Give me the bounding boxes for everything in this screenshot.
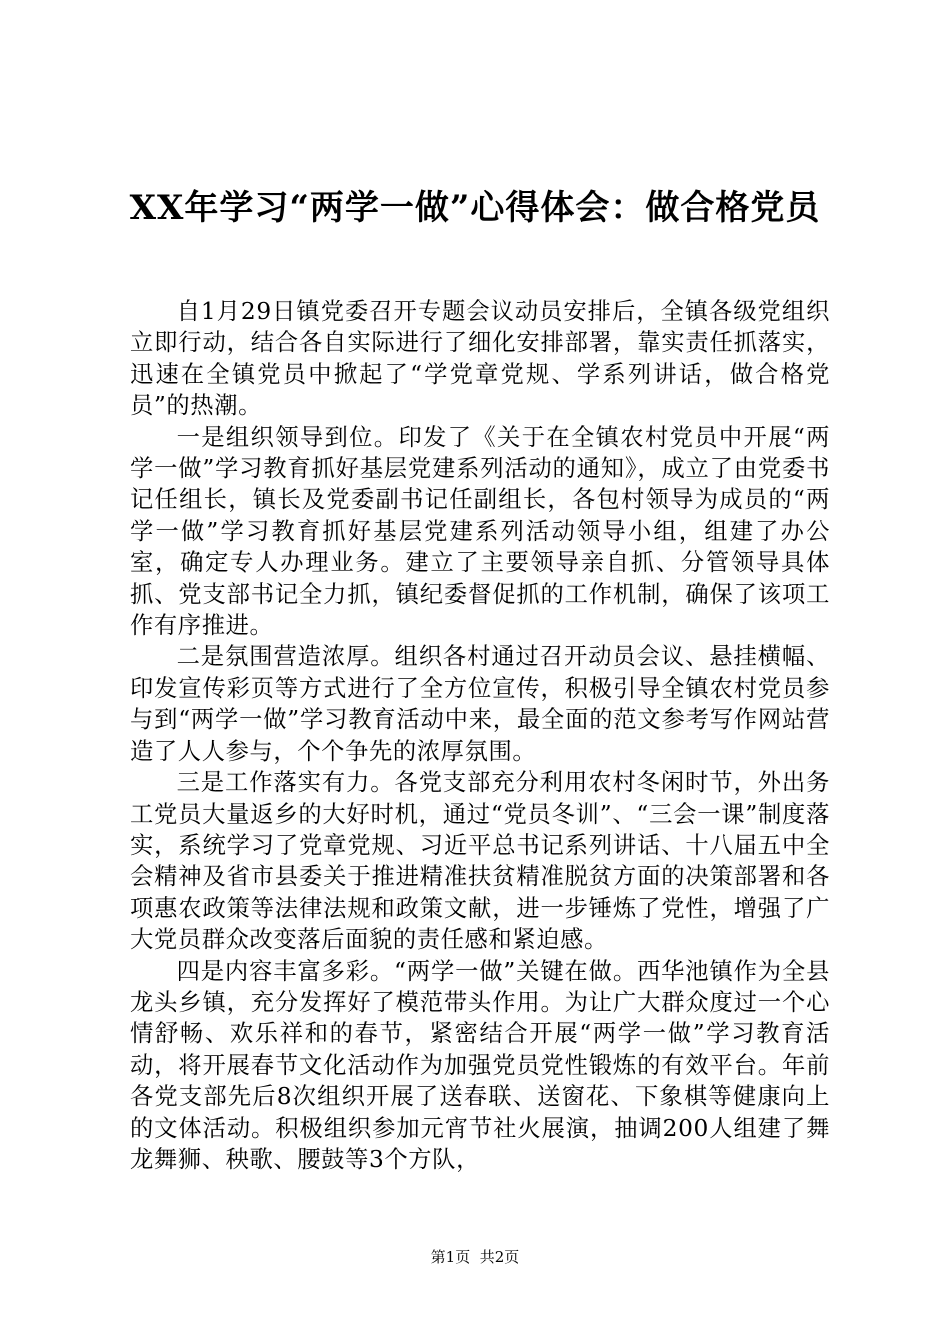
paragraph-atmosphere: 二是氛围营造浓厚。组织各村通过召开动员会议、悬挂横幅、印发宣传彩页等方式进行了全方位宣传，积极引导全镇农村党员参与到“两学一做”学习教育活动中来，最全面的范文参考写作网站营造了人人参与，个个争先的浓厚氛围。 <box>130 643 830 765</box>
document-body <box>130 296 830 1175</box>
paragraph-organization: 一是组织领导到位。印发了《关于在全镇农村党员中开展“两学一做”学习教育抓好基层党建系列活动的通知》，成立了由党委书记任组长，镇长及党委副书记任副组长，各包村领导为成员的“两学一做”学习教育抓好基层党建系列活动领导小组，组建了办公室，确定专人办理业务。建立了主要领导亲自抓、分管领导具体抓、党支部书记全力抓，镇纪委督促抓的工作机制，确保了该项工作有序推进。 <box>130 423 830 640</box>
paragraph-content: 四是内容丰富多彩。“两学一做”关键在做。西华池镇作为全县龙头乡镇，充分发挥好了模范带头作用。为让广大群众度过一个心情舒畅、欢乐祥和的春节，紧密结合开展“两学一做”学习教育活动，将开展春节文化活动作为加强党员党性锻炼的有效平台。年前各党支部先后8次组织开展了送春联、送窗花、下象棋等健康向上的文体活动。积极组织参加元宵节社火展演，抽调200人组建了舞龙舞狮、秧歌、腰鼓等3个方队， <box>130 957 830 1173</box>
document-title: XX年学习“两学一做”心得体会：做合格党员 <box>129 188 821 228</box>
page-number: 第1页 <box>430 1248 471 1266</box>
page-footer <box>0 1247 950 1267</box>
page-total: 共2页 <box>479 1248 520 1266</box>
paragraph-intro: 自1月29日镇党委召开专题会议动员安排后，全镇各级党组织立即行动，结合各自实际进行了细化安排部署，靠实责任抓落实，迅速在全镇党员中掀起了“学党章党规、学系列讲话，做合格党员”的热潮。 <box>130 298 830 420</box>
paragraph-implementation: 三是工作落实有力。各党支部充分利用农村冬闲时节，外出务工党员大量返乡的大好时机，通过“党员冬训”、“三会一课”制度落实，系统学习了党章党规、习近平总书记系列讲话、十八届五中全会精神及省市县委关于推进精准扶贫精准脱贫方面的决策部署和各项惠农政策等法律法规和政策文献，进一步锤炼了党性，增强了广大党员群众改变落后面貌的责任感和紧迫感。 <box>130 769 830 954</box>
